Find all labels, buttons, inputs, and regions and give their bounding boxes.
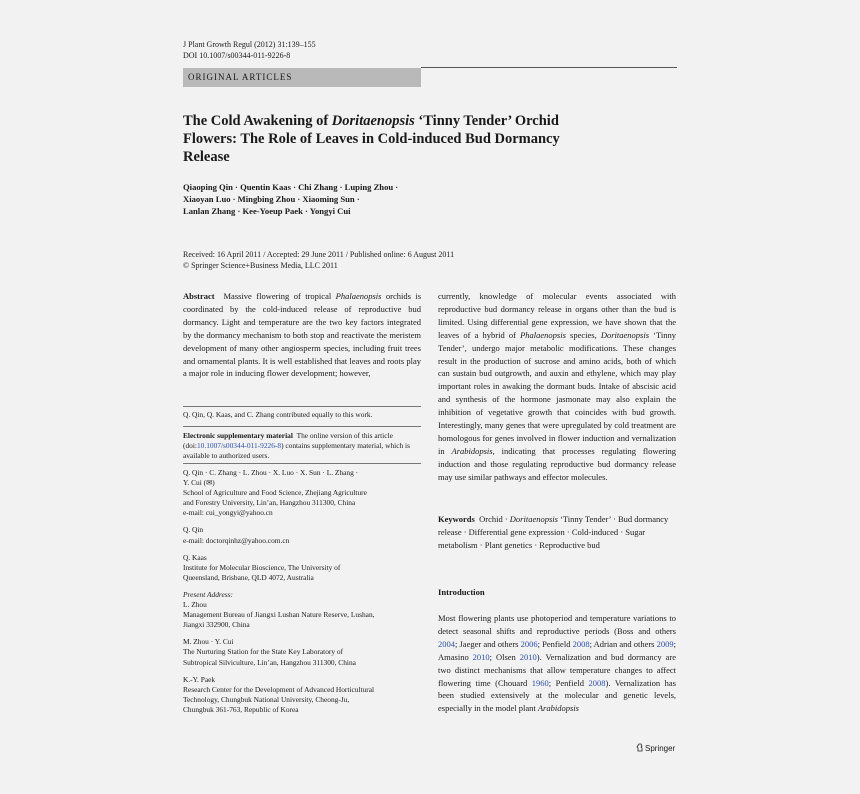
esm-heading: Electronic supplementary material [183,431,293,440]
intro-text: ). Vernalization and bud dormancy are two distinct mechanisms that allow temperature changes to affect flowering time (Chouard [438,651,676,688]
header-rule [421,67,677,68]
authors-line: Qiaoping Qin · Quentin Kaas · Chi Zhang · Luping Zhou · [183,182,399,192]
abstract-text: ‘Tinny Tender’, undergo major metabolic modifications. These changes result in the production of sucrose and amino acids, both of which can sustain bud outgrowth, and auxin and ethylene, which may play important roles in awaking the dormant buds. Intake of abscisic acid and synthesis of the hormone jasmonate may also explain the inhibition of vegetative growth that coincides with bud growth. Interestingly, many genes that were upregulated by cold treatment are homologous for genes involved in flower induction and vernalization in [438,329,676,456]
publication-dates [183,249,454,271]
affiliation-institution: and Forestry University, Lin’an, Hangzhou 311300, China [183,498,356,508]
introduction-text [438,612,676,715]
affiliation-names: Y. Cui (✉) [183,478,215,488]
affiliation-names: Q. Qin · C. Zhang · L. Zhou · X. Luo · X. Sun · L. Zhang · [183,468,359,477]
affiliation-names: Q. Kaas [183,552,207,562]
intro-text: ). Vernalization has been studied extensively at the molecular and genetic levels, especially in the model plant [438,677,676,714]
abstract-text: currently, knowledge of molecular events associated with reproductive bud dormancy release in organs other than the bud is limited. Using differential gene expression, we have shown that the leaves of a hybrid of [438,291,676,340]
affiliation-institution: Management Bureau of Jiangxi Lushan Nature Reserve, Lushan, [183,610,375,620]
footnote-rule [183,463,421,464]
citation-link[interactable]: 2006 [520,638,538,649]
affiliation-names: K.-Y. Paek [183,674,216,684]
footnote-rule [183,406,421,407]
intro-text: ; Penfield [537,638,573,649]
citation-link[interactable]: 2008 [572,638,590,649]
author-list [183,181,483,218]
keywords-text: Orchid · [479,514,510,524]
affiliation-institution: The Nurturing Station for the State Key Laboratory of [183,647,344,657]
title-text: Release [183,149,230,165]
abstract-text: , indicating that processes regulating flowering induction and those regulating reproductive bud dormancy release may use similar pathways and effector molecules. [438,445,676,482]
footnote-rule [183,426,421,427]
affiliation-names: M. Zhou · Y. Cui [183,637,234,647]
abstract-heading: Abstract [183,291,215,301]
abstract-left [183,290,421,380]
copyright-line: © Springer Science+Business Media, LLC 2011 [183,261,338,270]
intro-text: ; Jaeger and others [455,638,521,649]
doi-line: DOI 10.1007/s00344-011-9226-8 [183,51,291,60]
abstract-text: Massive flowering of tropical [223,291,336,301]
abstract-italic: Arabidopsis [451,445,493,456]
citation-link[interactable]: 1960 [531,677,549,688]
supplementary-note [183,431,421,461]
authors-line: Lanlan Zhang · Kee-Yoeup Paek · Yongyi Cui [183,206,351,217]
affiliation-email: e-mail: doctorqinhz@yahoo.com.cn [183,535,290,545]
intro-text: ; Penfield [548,677,589,688]
esm-text: The online version of this article (doi: [183,431,393,451]
affiliation-names: Q. Qin [183,525,204,535]
authors-line: Xiaoyan Luo · Mingbing Zhou · Xiaoming Sun · [183,194,360,205]
abstract-right [438,290,676,484]
note-text: Q. Qin, Q. Kaas, and C. Zhang contributed equally to this work. [183,410,373,419]
esm-text: ) contains supplementary material, which is available to authorized users. [183,441,410,461]
affiliation-institution: Queensland, Brisbane, QLD 4072, Australia [183,572,314,582]
keywords-italic: Doritaenopsis [509,514,558,524]
keywords-text: ‘Tinny Tender’ · Bud dormancy release · Differential gene expression · Cold-induced · Sugar metabolism · Plant genetics · Reproductive bud [438,514,669,550]
present-address-label: Present Address: [183,589,234,599]
introduction-heading: Introduction [438,587,485,597]
affiliation-institution: School of Agriculture and Food Science, Zhejiang Agriculture [183,488,367,498]
journal-header [183,39,316,61]
section-banner [183,68,421,87]
section-label: ORIGINAL ARTICLES [188,72,293,82]
intro-italic: Arabidopsis [537,703,579,714]
keywords-heading: Keywords [438,514,475,524]
journal-citation: J Plant Growth Regul (2012) 31:139–155 [183,40,316,49]
springer-knight-icon [636,743,644,752]
equal-contribution-note [183,410,421,420]
article-title [183,112,653,166]
intro-text: Most flowering plants use photoperiod and temperature variations to detect seasonal shifts and reproductive periods (Boss and others [438,613,676,636]
affiliation-names: L. Zhou [183,600,207,610]
title-text: ‘Tinny Tender’ Orchid [414,113,559,129]
intro-text: ; Amasino [438,638,676,662]
affiliation-institution: Chungbuk 361-763, Republic of Korea [183,704,299,714]
keywords [438,513,676,552]
title-text: The Cold Awakening of [183,113,332,129]
affiliation-institution: Subtropical Silviculture, Lin’an, Hangzhou 311300, China [183,657,356,667]
affiliation-institution: Institute for Molecular Bioscience, The University of [183,562,341,572]
citation-link[interactable]: 2010 [472,651,490,662]
abstract-text: orchids is coordinated by the cold-induced release of reproductive bud dormancy. Light and temperature are the two key factors integrated by the dormancy mechanism to both stop and reactivate the meristem development of many other angiosperm species, including fruit trees and ornamental plants. It is well established that leaves and roots play a major role in inducing flower development; however, [183,291,422,379]
abstract-italic: Phalaenopsis [335,291,382,301]
citation-link[interactable]: 2009 [656,638,674,649]
title-text: Flowers: The Role of Leaves in Cold-induced Bud Dormancy [183,131,560,147]
affiliation-institution: Technology, Chungbuk National University, Cheong-Ju, [183,694,350,704]
publisher-mark [636,743,675,753]
doi-link[interactable]: 10.1007/s00344-011-9226-8 [196,441,282,451]
abstract-italic: Phalaenopsis [520,329,566,340]
affiliation-institution: Jiangxi 332900, China [183,620,250,630]
affiliation-email: e-mail: cui_yongyi@yahoo.cn [183,508,273,518]
citation-link[interactable]: 2010 [519,651,537,662]
publisher-name: Springer [645,744,676,753]
abstract-italic: Doritaenopsis [600,329,650,340]
title-italic: Doritaenopsis [331,113,415,129]
abstract-text: species, [565,329,601,340]
affiliations [183,468,421,715]
intro-text: ; Olsen [489,651,520,662]
dates-line: Received: 16 April 2011 / Accepted: 29 June 2011 / Published online: 6 August 2011 [183,250,455,259]
affiliation-institution: Research Center for the Development of Advanced Horticultural [183,684,375,694]
citation-link[interactable]: 2008 [588,677,606,688]
intro-text: ; Adrian and others [589,638,657,649]
citation-link[interactable]: 2004 [438,638,455,649]
